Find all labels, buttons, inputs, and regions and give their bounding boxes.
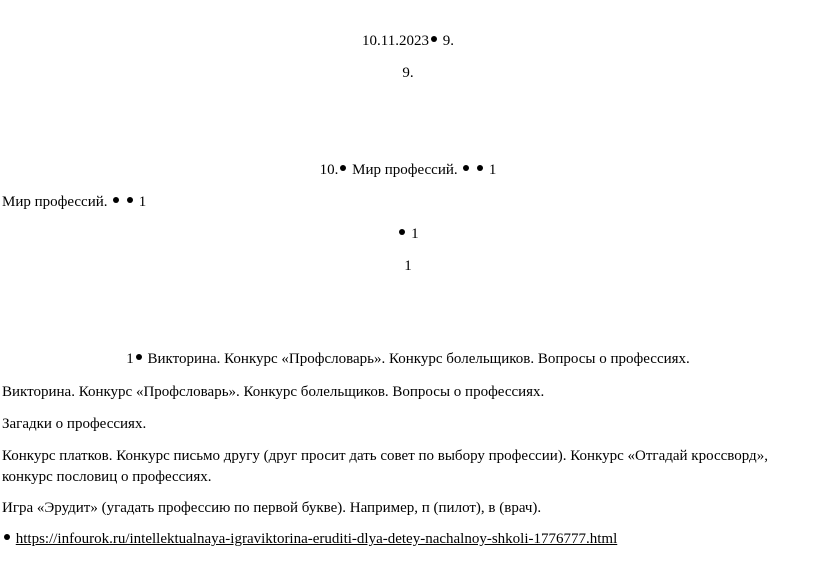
section-1-heading: [0, 350, 816, 368]
bullet-icon: [136, 354, 142, 360]
section-1-prefix: 1: [126, 351, 134, 367]
paragraph-quiz: Викторина. Конкурс «Профсловарь». Конкурс болельщиков. Вопросы о профессиях.: [2, 384, 545, 400]
bullet-icon: [477, 165, 483, 171]
bullet-icon: [340, 165, 346, 171]
paragraph-contests: Конкурс платков. Конкурс письмо другу (друг просит дать совет по выбору профессии). Конкурс «Отгадай кроссворд», конкурс пословиц о профессиях.: [2, 448, 768, 485]
section-10-line: [2, 193, 146, 211]
bullet-icon: [113, 197, 119, 203]
section-10-count-line: [0, 257, 816, 275]
section-10-heading: [0, 161, 816, 179]
bullet-icon: [127, 197, 133, 203]
section-10-title: Мир профессий.: [352, 162, 458, 178]
date-text: 10.11.2023: [362, 33, 429, 49]
lesson-number: 9.: [442, 33, 454, 49]
section-10-alone-count: 1: [404, 258, 412, 274]
bullet-icon: [431, 36, 437, 42]
lesson-number-line: [0, 64, 816, 82]
date-line: [0, 32, 816, 50]
section-10-bullet-line: [0, 225, 816, 243]
section-1-summary: Викторина. Конкурс «Профсловарь». Конкурс болельщиков. Вопросы о профессиях.: [147, 351, 690, 367]
bullet-icon: [399, 229, 405, 235]
bullet-icon: [463, 165, 469, 171]
paragraph-riddles: Загадки о профессиях.: [2, 416, 147, 432]
lesson-number-alone: 9.: [402, 65, 414, 81]
section-10-line-title: Мир профессий.: [2, 194, 108, 210]
paragraph-erudite-game: Игра «Эрудит» (угадать профессию по первой букве). Например, п (пилот), в (врач).: [2, 500, 542, 516]
section-10-count: 1: [488, 162, 497, 178]
source-link-line: [2, 530, 617, 548]
bullet-icon: [4, 534, 10, 540]
source-link[interactable]: https://infourok.ru/intellektualnaya-igraviktorina-eruditi-dlya-detey-nachalnoy-shkoli-1776777.html: [15, 531, 618, 547]
section-10-line-count: 1: [138, 194, 147, 210]
section-10-bullet-count: 1: [411, 226, 419, 242]
section-10-prefix: 10.: [319, 162, 339, 178]
